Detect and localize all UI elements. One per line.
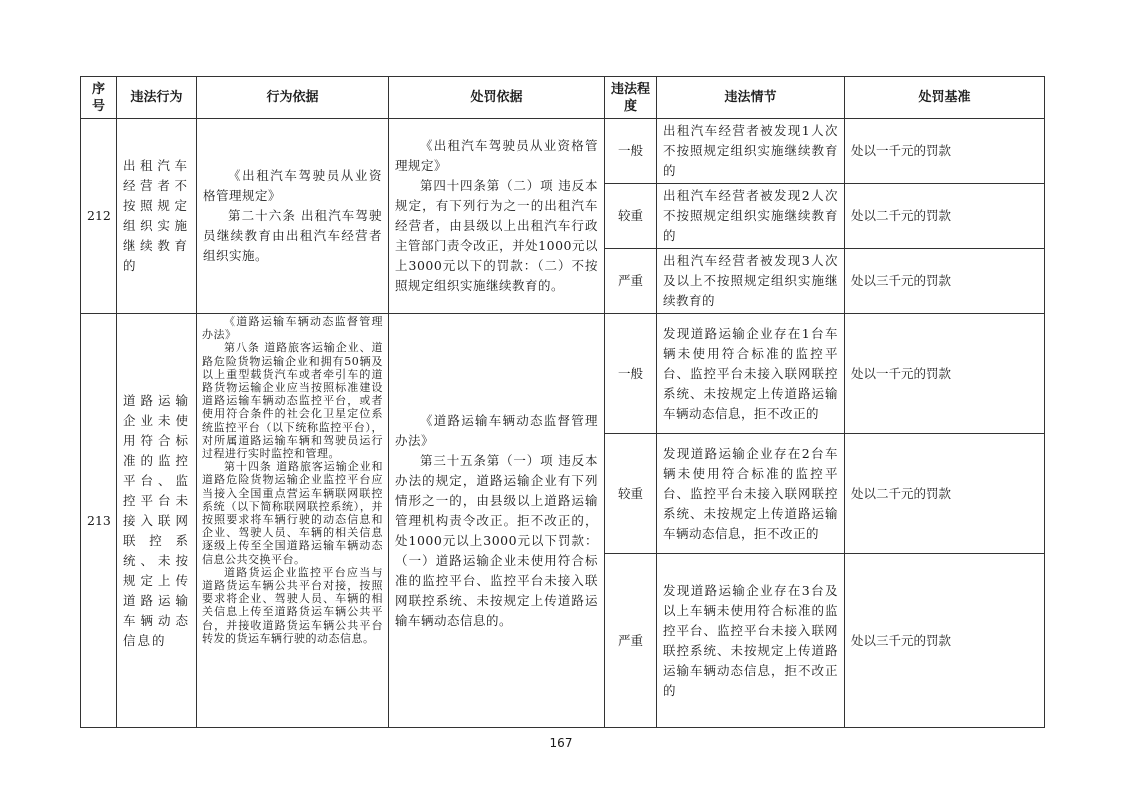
header-row <box>81 77 1045 119</box>
level-standard: 处以一千元的罚款 <box>845 314 1045 434</box>
level-circumstance: 发现道路运输企业存在1台车辆未使用符合标准的监控平台、监控平台未接入联网联控系统、未按规定上传道路运输车辆动态信息，拒不改正的 <box>657 314 845 434</box>
row-basis <box>197 119 389 314</box>
level-degree: 严重 <box>605 249 657 314</box>
header-degree: 违法程度 <box>605 77 657 119</box>
header-standard: 处罚基准 <box>845 77 1045 119</box>
row-behavior: 道路运输企业未使用符合标准的监控平台、监控平台未接入联网联控系统、未按规定上传道路运输车辆动态信息的 <box>117 314 197 728</box>
level-degree: 严重 <box>605 554 657 728</box>
basis-text: 第八条 道路旅客运输企业、道路危险货物运输企业和拥有50辆及以上重型载货汽车或者牵引车的道路货物运输企业应当按照标准建设道路运输车辆动态监控平台，或者使用符合条件的社会化卫星定位系统监控平台（以下统称监控平台），对所属道路运输车辆和驾驶员运行过程进行实时监控和管理。 <box>202 341 383 461</box>
level-circumstance: 出租汽车经营者被发现1人次不按照规定组织实施继续教育的 <box>657 119 845 184</box>
basis-title: 《出租汽车驾驶员从业资格管理规定》 <box>203 168 382 203</box>
level-standard: 处以一千元的罚款 <box>845 119 1045 184</box>
header-circumstance: 违法情节 <box>657 77 845 119</box>
level-standard: 处以三千元的罚款 <box>845 249 1045 314</box>
penalty-basis-title: 《出租汽车驾驶员从业资格管理规定》 <box>395 138 598 173</box>
basis-text: 第二十六条 出租汽车驾驶员继续教育由出租汽车经营者组织实施。 <box>203 208 382 263</box>
basis-title: 《道路运输车辆动态监督管理办法》 <box>202 315 383 342</box>
page-number: 167 <box>549 736 573 750</box>
level-circumstance: 发现道路运输企业存在3台及以上车辆未使用符合标准的监控平台、监控平台未接入联网联控系统、未按规定上传道路运输车辆动态信息，拒不改正的 <box>657 554 845 728</box>
penalty-basis-text: 第四十四条第（二）项 违反本规定，有下列行为之一的出租汽车经营者，由县级以上出租汽车行政主管部门责令改正，并处1000元以上3000元以下的罚款：（二）不按照规定组织实施继续教育的。 <box>395 178 598 293</box>
row-penalty-basis <box>389 119 605 314</box>
level-circumstance: 出租汽车经营者被发现2人次不按照规定组织实施继续教育的 <box>657 184 845 249</box>
row-seq: 213 <box>81 314 117 728</box>
level-standard: 处以二千元的罚款 <box>845 184 1045 249</box>
table-row <box>81 119 1045 184</box>
basis-text: 第十四条 道路旅客运输企业和道路危险货物运输企业监控平台应当接入全国重点营运车辆联网联控系统（以下简称联网联控系统），并按照要求将车辆行驶的动态信息和企业、驾驶人员、车辆的相关信息逐级上传至全国道路运输车辆动态信息公共交换平台。 <box>202 460 383 566</box>
penalty-standard-table <box>80 76 1045 728</box>
header-basis: 行为依据 <box>197 77 389 119</box>
row-penalty-basis <box>389 314 605 728</box>
basis-text: 道路货运企业监控平台应当与道路货运车辆公共平台对接，按照要求将企业、驾驶人员、车辆的相关信息上传至道路货运车辆公共平台，并接收道路货运车辆公共平台转发的货运车辆行驶的动态信息。 <box>202 565 383 645</box>
row-seq: 212 <box>81 119 117 314</box>
table-row <box>81 314 1045 434</box>
header-behavior: 违法行为 <box>117 77 197 119</box>
level-standard: 处以二千元的罚款 <box>845 434 1045 554</box>
level-degree: 较重 <box>605 434 657 554</box>
level-degree: 较重 <box>605 184 657 249</box>
level-circumstance: 发现道路运输企业存在2台车辆未使用符合标准的监控平台、监控平台未接入联网联控系统、未按规定上传道路运输车辆动态信息，拒不改正的 <box>657 434 845 554</box>
level-degree: 一般 <box>605 119 657 184</box>
level-circumstance: 出租汽车经营者被发现3人次及以上不按照规定组织实施继续教育的 <box>657 249 845 314</box>
row-basis <box>197 314 389 728</box>
penalty-basis-title: 《道路运输车辆动态监督管理办法》 <box>395 412 598 448</box>
header-penalty-basis: 处罚依据 <box>389 77 605 119</box>
penalty-basis-text: 第三十五条第（一）项 违反本办法的规定，道路运输企业有下列情形之一的，由县级以上道路运输管理机构责令改正。拒不改正的，处1000元以上3000元以下罚款：（一）道路运输企业未使用符合标准的监控平台、监控平台未接入联网联控系统、未按规定上传道路运输车辆动态信息的。 <box>395 452 598 628</box>
row-behavior: 出租汽车经营者不按照规定组织实施继续教育的 <box>117 119 197 314</box>
level-standard: 处以三千元的罚款 <box>845 554 1045 728</box>
level-degree: 一般 <box>605 314 657 434</box>
header-seq: 序号 <box>81 77 117 119</box>
